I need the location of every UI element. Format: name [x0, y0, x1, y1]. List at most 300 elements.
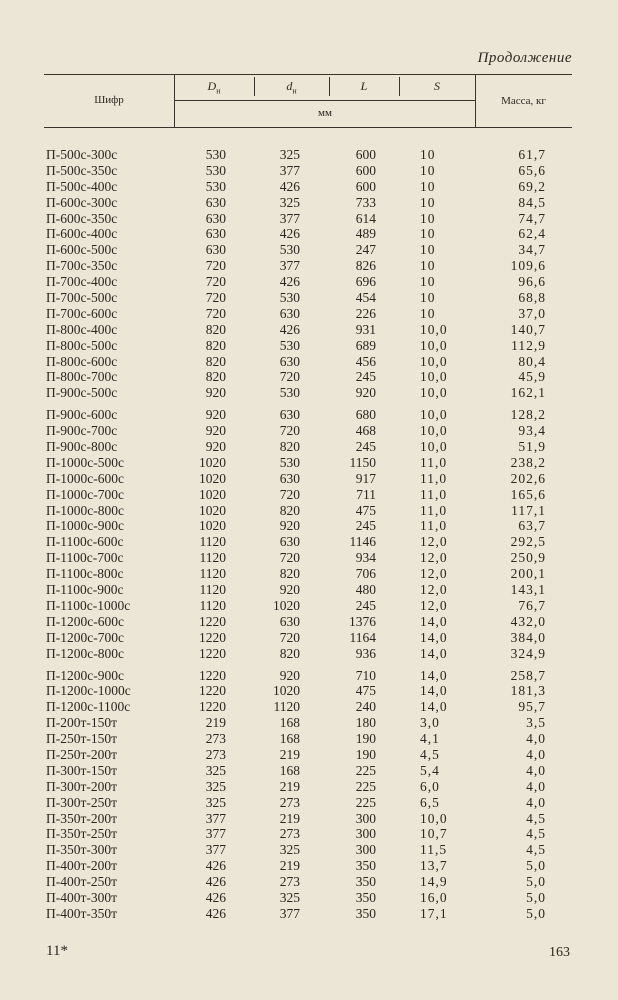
cell-dn: 1120 [199, 550, 226, 566]
cell-l: 247 [355, 242, 376, 258]
header-dh: $d_н$ [286, 79, 297, 96]
table-row [0, 147, 618, 163]
cell-l: 696 [355, 274, 376, 290]
cell-dn: 920 [205, 423, 226, 439]
cell-dh: 377 [279, 162, 300, 178]
cell-s: 6,5 [420, 794, 440, 810]
cell-mass: 4,0 [526, 794, 546, 810]
cell-cipher: П-1200с-600с [46, 613, 124, 629]
cell-l: 475 [355, 683, 376, 699]
cell-dh: 720 [279, 486, 300, 502]
cell-cipher: П-350т-200т [46, 810, 118, 826]
cell-s: 10 [420, 226, 436, 242]
cell-mass: 128,2 [510, 407, 546, 423]
cell-s: 10 [420, 162, 436, 178]
cell-cipher: П-900с-600с [46, 407, 118, 423]
cell-l: 456 [355, 353, 376, 369]
signature-mark: 11* [46, 943, 68, 959]
cell-dh: 720 [279, 550, 300, 566]
cell-mass: 162,1 [510, 385, 546, 401]
cell-dn: 273 [205, 746, 226, 762]
cell-dh: 820 [279, 502, 300, 518]
cell-dh: 1020 [273, 597, 300, 613]
cell-mass: 69,2 [518, 178, 546, 194]
cell-mass: 200,1 [510, 566, 546, 582]
table-row [0, 699, 618, 715]
cell-l: 245 [355, 439, 376, 455]
cell-dn: 1020 [199, 454, 226, 470]
cell-mass: 45,9 [518, 369, 546, 385]
cell-dh: 273 [279, 874, 300, 890]
cell-dn: 1220 [199, 667, 226, 683]
cell-dn: 1220 [199, 613, 226, 629]
cell-cipher: П-1000с-800с [46, 502, 124, 518]
cell-cipher: П-600с-500с [46, 242, 118, 258]
cell-s: 14,0 [420, 683, 448, 699]
cell-dh: 273 [279, 794, 300, 810]
table-row [0, 614, 618, 630]
cell-l: 180 [355, 715, 376, 731]
cell-s: 16,0 [420, 889, 448, 905]
cell-l: 350 [355, 858, 376, 874]
cell-cipher: П-400т-200т [46, 858, 118, 874]
cell-mass: 61,7 [518, 147, 546, 162]
cell-dh: 325 [279, 194, 300, 210]
table-row [0, 906, 618, 922]
cell-dn: 426 [205, 889, 226, 905]
table-row [0, 439, 618, 455]
cell-mass: 5,0 [526, 889, 546, 905]
cell-cipher: П-200т-150т [46, 715, 118, 731]
cell-cipher: П-1200с-700с [46, 629, 124, 645]
cell-cipher: П-600с-300с [46, 194, 118, 210]
table-row [0, 858, 618, 874]
cell-l: 934 [355, 550, 376, 566]
cell-dh: 219 [279, 810, 300, 826]
cell-s: 14,0 [420, 645, 448, 661]
cell-s: 10,0 [420, 353, 448, 369]
cell-mass: 238,2 [510, 454, 546, 470]
table-row [0, 455, 618, 471]
cell-dn: 1120 [199, 582, 226, 598]
cell-dh: 820 [279, 439, 300, 455]
cell-mass: 324,9 [510, 645, 546, 661]
cell-l: 300 [355, 826, 376, 842]
cell-s: 10,0 [420, 439, 448, 455]
cell-cipher: П-600с-350с [46, 210, 118, 226]
cell-mass: 4,0 [526, 762, 546, 778]
cell-l: 600 [355, 147, 376, 162]
cell-mass: 5,0 [526, 858, 546, 874]
cell-s: 12,0 [420, 550, 448, 566]
cell-mass: 68,8 [518, 290, 546, 306]
cell-l: 480 [355, 582, 376, 598]
cell-dh: 426 [279, 178, 300, 194]
table-row [0, 826, 618, 842]
cell-mass: 76,7 [518, 597, 546, 613]
cell-dn: 1220 [199, 629, 226, 645]
cell-dh: 426 [279, 274, 300, 290]
cell-mass: 384,0 [510, 629, 546, 645]
cell-l: 190 [355, 746, 376, 762]
table-row [0, 274, 618, 290]
cell-mass: 4,5 [526, 810, 546, 826]
cell-dh: 630 [279, 534, 300, 550]
cell-cipher: П-250т-200т [46, 746, 118, 762]
table-row [0, 598, 618, 614]
cell-dn: 820 [205, 369, 226, 385]
cell-l: 300 [355, 810, 376, 826]
cell-s: 10 [420, 290, 436, 306]
cell-dh: 530 [279, 385, 300, 401]
cell-l: 710 [355, 667, 376, 683]
cell-mass: 74,7 [518, 210, 546, 226]
cell-mass: 37,0 [518, 305, 546, 321]
cell-s: 10 [420, 242, 436, 258]
cell-dn: 1020 [199, 518, 226, 534]
cell-mass: 63,7 [518, 518, 546, 534]
cell-l: 931 [355, 321, 376, 337]
cell-cipher: П-400т-250т [46, 874, 118, 890]
cell-cipher: П-1200с-1100с [46, 699, 131, 715]
cell-s: 11,0 [420, 470, 448, 486]
table-row [0, 715, 618, 731]
cell-mass: 258,7 [510, 667, 546, 683]
table-row [0, 211, 618, 227]
cell-s: 11,5 [420, 842, 448, 858]
cell-s: 10,0 [420, 321, 448, 337]
cell-s: 10,0 [420, 407, 448, 423]
cell-dh: 630 [279, 305, 300, 321]
cell-dh: 325 [279, 889, 300, 905]
cell-s: 10,0 [420, 369, 448, 385]
cell-s: 17,1 [420, 905, 448, 921]
cell-dh: 219 [279, 746, 300, 762]
table-row [0, 179, 618, 195]
cell-cipher: П-700с-350с [46, 258, 118, 274]
cell-s: 11,0 [420, 454, 448, 470]
cell-cipher: П-350т-250т [46, 826, 118, 842]
cell-s: 10,0 [420, 385, 448, 401]
cell-dh: 377 [279, 905, 300, 921]
cell-mass: 95,7 [518, 699, 546, 715]
cell-l: 733 [355, 194, 376, 210]
cell-l: 706 [355, 566, 376, 582]
cell-dn: 530 [205, 147, 226, 162]
cell-dh: 920 [279, 582, 300, 598]
cell-s: 4,5 [420, 746, 440, 762]
header-divider [174, 100, 476, 101]
cell-dn: 820 [205, 321, 226, 337]
cell-l: 350 [355, 874, 376, 890]
cell-cipher: П-800с-500с [46, 337, 118, 353]
cell-dh: 720 [279, 423, 300, 439]
cell-dh: 820 [279, 645, 300, 661]
cell-dn: 377 [205, 842, 226, 858]
cell-dn: 920 [205, 439, 226, 455]
table-header [44, 74, 572, 128]
cell-cipher: П-300т-150т [46, 762, 118, 778]
cell-dn: 720 [205, 305, 226, 321]
cell-l: 1146 [349, 534, 376, 550]
cell-l: 245 [355, 369, 376, 385]
cell-dn: 426 [205, 874, 226, 890]
cell-s: 14,0 [420, 667, 448, 683]
cell-l: 936 [355, 645, 376, 661]
cell-s: 12,0 [420, 534, 448, 550]
cell-l: 350 [355, 889, 376, 905]
cell-mass: 4,0 [526, 778, 546, 794]
cell-dn: 720 [205, 290, 226, 306]
cell-l: 350 [355, 905, 376, 921]
cell-l: 1150 [349, 454, 376, 470]
cell-cipher: П-800с-400с [46, 321, 118, 337]
cell-mass: 62,4 [518, 226, 546, 242]
cell-cipher: П-900с-500с [46, 385, 118, 401]
table-row [0, 369, 618, 385]
table-row [0, 290, 618, 306]
cell-cipher: П-1200с-1000с [46, 683, 131, 699]
cell-dn: 630 [205, 226, 226, 242]
cell-s: 10 [420, 210, 436, 226]
cell-dn: 1120 [199, 597, 226, 613]
cell-cipher: П-1200с-900с [46, 667, 124, 683]
cell-s: 11,0 [420, 518, 448, 534]
cell-l: 226 [355, 305, 376, 321]
cell-cipher: П-1000с-600с [46, 470, 124, 486]
cell-s: 10 [420, 147, 436, 162]
table-row [0, 763, 618, 779]
cell-mass: 3,5 [526, 715, 546, 731]
cell-cipher: П-400т-350т [46, 905, 118, 921]
cell-dh: 168 [279, 715, 300, 731]
cell-dh: 325 [279, 147, 300, 162]
table-body [0, 147, 618, 922]
cell-dn: 630 [205, 194, 226, 210]
cell-mass: 96,6 [518, 274, 546, 290]
cell-s: 12,0 [420, 597, 448, 613]
cell-s: 14,0 [420, 613, 448, 629]
cell-s: 10 [420, 258, 436, 274]
cell-dh: 273 [279, 826, 300, 842]
cell-s: 5,4 [420, 762, 440, 778]
cell-mass: 4,0 [526, 746, 546, 762]
cell-mass: 143,1 [510, 582, 546, 598]
table-row [0, 385, 618, 401]
cell-dh: 530 [279, 454, 300, 470]
table-row [0, 890, 618, 906]
cell-dn: 720 [205, 258, 226, 274]
cell-s: 10,7 [420, 826, 448, 842]
table-row [0, 518, 618, 534]
cell-mass: 84,5 [518, 194, 546, 210]
cell-dn: 1220 [199, 683, 226, 699]
cell-dh: 630 [279, 613, 300, 629]
cell-dh: 325 [279, 842, 300, 858]
cell-s: 10 [420, 305, 436, 321]
cell-l: 917 [355, 470, 376, 486]
cell-mass: 181,3 [510, 683, 546, 699]
cell-dh: 630 [279, 353, 300, 369]
cell-dh: 530 [279, 242, 300, 258]
cell-dn: 720 [205, 274, 226, 290]
cell-dn: 1020 [199, 502, 226, 518]
table-row [0, 842, 618, 858]
continuation-label: Продолжение [477, 50, 572, 66]
cell-cipher: П-500с-400с [46, 178, 118, 194]
cell-l: 689 [355, 337, 376, 353]
table-row [0, 306, 618, 322]
cell-dn: 325 [205, 762, 226, 778]
cell-dn: 1220 [199, 645, 226, 661]
cell-dn: 530 [205, 162, 226, 178]
cell-l: 600 [355, 162, 376, 178]
cell-dn: 1220 [199, 699, 226, 715]
cell-l: 489 [355, 226, 376, 242]
cell-dh: 168 [279, 762, 300, 778]
cell-l: 680 [355, 407, 376, 423]
cell-dn: 630 [205, 210, 226, 226]
cell-l: 245 [355, 518, 376, 534]
table-row [0, 338, 618, 354]
cell-l: 454 [355, 290, 376, 306]
cell-s: 12,0 [420, 566, 448, 582]
cell-l: 711 [356, 486, 376, 502]
table-row [0, 423, 618, 439]
cell-cipher: П-700с-500с [46, 290, 118, 306]
cell-mass: 117,1 [511, 502, 546, 518]
cell-mass: 80,4 [518, 353, 546, 369]
cell-cipher: П-500с-300с [46, 147, 118, 162]
table-row [0, 322, 618, 338]
page-number: 163 [549, 945, 570, 960]
cell-s: 14,0 [420, 699, 448, 715]
cell-dh: 377 [279, 258, 300, 274]
cell-dh: 920 [279, 667, 300, 683]
cell-mass: 165,6 [510, 486, 546, 502]
cell-cipher: П-1000с-700с [46, 486, 124, 502]
cell-s: 11,0 [420, 486, 448, 502]
cell-l: 300 [355, 842, 376, 858]
cell-cipher: П-800с-600с [46, 353, 118, 369]
table-row [0, 503, 618, 519]
cell-dn: 377 [205, 810, 226, 826]
cell-s: 10,0 [420, 337, 448, 353]
cell-mass: 202,6 [510, 470, 546, 486]
cell-l: 240 [355, 699, 376, 715]
cell-mass: 250,9 [510, 550, 546, 566]
cell-cipher: П-800с-700с [46, 369, 118, 385]
cell-dn: 820 [205, 353, 226, 369]
cell-dh: 820 [279, 566, 300, 582]
table-row [0, 630, 618, 646]
cell-s: 14,0 [420, 629, 448, 645]
cell-dn: 630 [205, 242, 226, 258]
cell-dh: 720 [279, 629, 300, 645]
cell-l: 600 [355, 178, 376, 194]
cell-s: 3,0 [420, 715, 440, 731]
cell-mass: 4,5 [526, 842, 546, 858]
cell-dn: 920 [205, 385, 226, 401]
cell-dh: 219 [279, 778, 300, 794]
cell-dh: 426 [279, 321, 300, 337]
table-row [0, 811, 618, 827]
cell-cipher: П-500с-350с [46, 162, 118, 178]
cell-cipher: П-400т-300т [46, 889, 118, 905]
table-row [0, 874, 618, 890]
cell-mass: 432,0 [510, 613, 546, 629]
cell-cipher: П-1100с-900с [46, 582, 124, 598]
cell-dh: 920 [279, 518, 300, 534]
cell-cipher: П-1000с-900с [46, 518, 124, 534]
cell-l: 190 [355, 731, 376, 747]
cell-mass: 5,0 [526, 905, 546, 921]
table-row [0, 354, 618, 370]
cell-dn: 1020 [199, 470, 226, 486]
cell-mass: 292,5 [510, 534, 546, 550]
cell-dn: 1120 [199, 534, 226, 550]
cell-s: 12,0 [420, 582, 448, 598]
cell-dn: 426 [205, 858, 226, 874]
table-row [0, 258, 618, 274]
cell-s: 11,0 [420, 502, 448, 518]
table-row [0, 163, 618, 179]
cell-l: 468 [355, 423, 376, 439]
cell-dh: 168 [279, 731, 300, 747]
header-dn: $D_н$ [207, 79, 221, 96]
cell-dn: 377 [205, 826, 226, 842]
cell-s: 10 [420, 178, 436, 194]
cell-dn: 920 [205, 407, 226, 423]
cell-dh: 720 [279, 369, 300, 385]
cell-cipher: П-700с-400с [46, 274, 118, 290]
cell-dn: 426 [205, 905, 226, 921]
cell-cipher: П-1100с-700с [46, 550, 124, 566]
cell-s: 10 [420, 274, 436, 290]
cell-mass: 4,5 [526, 826, 546, 842]
table-row [0, 795, 618, 811]
cell-l: 475 [355, 502, 376, 518]
cell-dn: 273 [205, 731, 226, 747]
cell-dn: 1120 [199, 566, 226, 582]
cell-mass: 93,4 [518, 423, 546, 439]
cell-mass: 65,6 [518, 162, 546, 178]
header-l: L [360, 79, 368, 93]
table-row [0, 226, 618, 242]
cell-s: 10 [420, 194, 436, 210]
cell-cipher: П-350т-300т [46, 842, 118, 858]
table-row [0, 668, 618, 684]
cell-dn: 1020 [199, 486, 226, 502]
header-mass: Масса, кг [501, 95, 546, 107]
cell-cipher: П-1100с-800с [46, 566, 124, 582]
cell-l: 225 [355, 794, 376, 810]
cell-s: 10,0 [420, 810, 448, 826]
cell-cipher: П-900с-800с [46, 439, 118, 455]
cell-mass: 140,7 [510, 321, 546, 337]
cell-l: 614 [355, 210, 376, 226]
cell-cipher: П-250т-150т [46, 731, 118, 747]
cell-dh: 530 [279, 290, 300, 306]
cell-l: 225 [355, 762, 376, 778]
cell-cipher: П-1100с-600с [46, 534, 124, 550]
cell-dn: 530 [205, 178, 226, 194]
table-row [0, 779, 618, 795]
cell-mass: 51,9 [518, 439, 546, 455]
table-row [0, 566, 618, 582]
cell-l: 245 [355, 597, 376, 613]
cell-s: 10,0 [420, 423, 448, 439]
